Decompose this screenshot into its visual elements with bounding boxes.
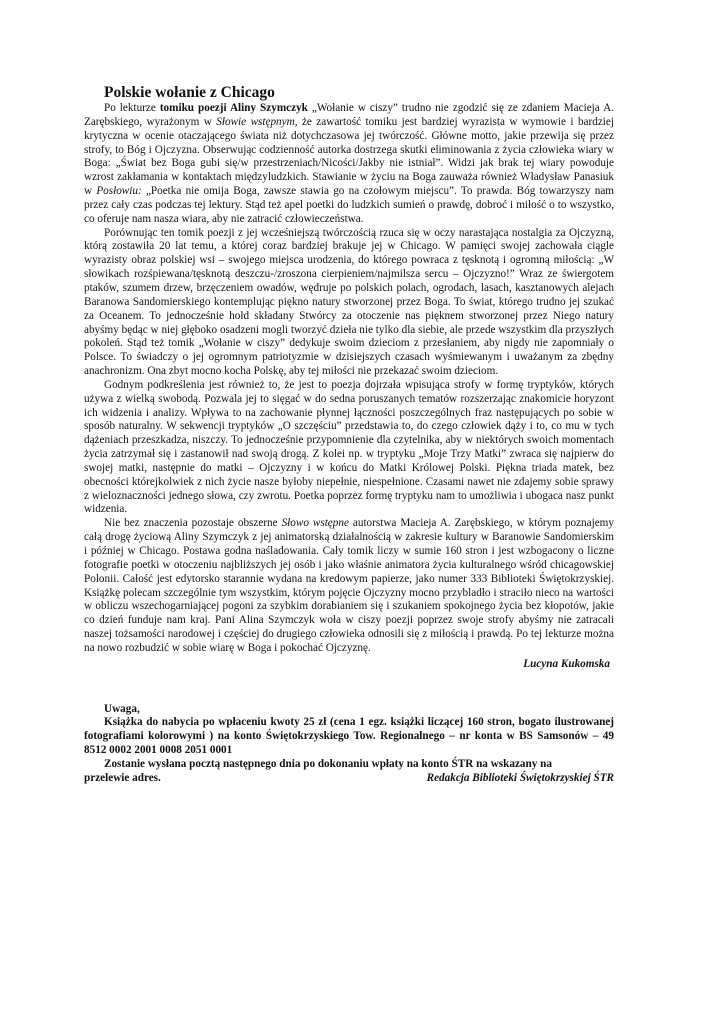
italic-span: Słowie wstępnym, xyxy=(216,115,298,128)
notice-line-3: przelewie adres. xyxy=(84,771,161,784)
text-span: Nie bez znaczenia pozostaje obszerne xyxy=(104,517,282,530)
text-span: że zawartość tomiku jest bardziej wyrazista w wymowie i bardziej krytyczna w ocenie otaczającego świata niż dotychczasowa jej twórczość. Główne motto, jakie przewija się przez strofy, to Bóg i Ojczyzna. Obserwując codzienność autorka dostrzega skutki eliminowania z życia człowieka wiary w Boga: „Świat bez Boga gubi się/w przestrzeniach/Nicości/Jakby nie istniał”. Widzi jak brak tej wiary powoduje wzrost zakłamania w kontaktach międzyludzkich. Stawianie w życiu na Boga zauważa również Władysław Panasiuk w xyxy=(84,115,614,198)
notice-block xyxy=(84,703,614,786)
notice-line-1: Książka do nabycia po wpłaceniu kwoty 25 zł (cena 1 egz. książki liczącej 160 stron, bogato ilustrowanej fotografiami kolorowymi ) na konto Świętokrzyskiego Tow. Regionalnego – nr konta w BS Samsonów – 49 8512 0002 2001 0008 2051 0001 xyxy=(84,716,614,757)
paragraph-1 xyxy=(84,102,614,227)
text-span: autorstwa Macieja A. Zarębskiego, w którym poznajemy całą drogę życiową Aliny Szymczyk z jej animatorską działalnością w zakresie kultury w Baranowie Sandomierskim i później w Chicago. Postawa godna naśladowania. Cały tomik liczy w sumie 160 stron i jest wzbogacony o liczne fotografie poetki w otoczeniu najbliższych jej osób i jako właśnie animatora życia kulturalnego wśród chicagowskiej Polonii. Całość jest edytorsko starannie wydana na kredowym papierze, jako numer 333 Biblioteki Świętokrzyskiej. Książkę polecam szczególnie tym wszystkim, którym pojęcie Ojczyzny mocno przybladło i straciło nieco na wartości w obliczu wszechogarniającej pogoni za szybkim dorabianiem się i szukaniem spokojnego życia bez kłopotów, jakie co dzień funduje nam kraj. Pani Alina Szymczyk woła w ciszy poezji poprzez swoje strofy abyśmy nie zatracali naszej tożsamości narodowej i częściej do drugiego człowieka odnosili się z miłością i prawdą. Po tej lekturze można na nowo rozbudzić w sobie wiarę w Boga i pokochać Ojczyznę. xyxy=(84,517,614,654)
paragraph-2: Porównując ten tomik poezji z jej wcześniejszą twórczością rzuca się w oczy narastająca nostalgia za Ojczyzną, którą zostawiła 20 lat temu, a której coraz bardziej brakuje jej w Chicago. W pamięci swojej zachowała ciągle wyrazisty obraz polskiej wsi – swojego miejsca urodzenia, do którego powraca z tęsknotą i ogromną miłością: „W słowikach rozśpiewana/tęsknotą deszczu-/zroszona cierpieniem/najmilsza sercu – Ojczyzno!” Wraz ze świergotem ptaków, szumem drzew, brzęczeniem owadów, wędruje po polskich polach, ogrodach, lasach, kasztanowych alejach Baranowa Sandomierskiego kontemplując piękno natury stworzonej przez Boga. To świat, którego trudno jej szukać za Oceanem. To jednocześnie hołd składany Stwórcy za otoczenie nas pięknem stworzonej przez Niego natury abyśmy będąc w niej głęboko osadzeni mogli tworzyć dzieła nie tylko dla siebie, ale przede wszystkim dla przyszłych pokoleń. Stąd też tomik „Wołanie w ciszy” dedykuje swoim dzieciom z przesłaniem, aby nigdy nie zapomniały o Polsce. To świadczy o jej ogromnym patriotyzmie w dzisiejszych czasach wyśmiewanym i uważanym za zbędny anachronizm. Ona zbyt mocno kocha Polskę, aby tej miłości nie przekazać swoim dzieciom. xyxy=(84,226,614,378)
editor-credit: Redakcja Biblioteki Świętokrzyskiej ŚTR xyxy=(426,771,614,784)
paragraph-3: Godnym podkreślenia jest również to, że jest to poezja dojrzała wpisująca strofy w formę tryptyków, których używa z wielką swobodą. Pozwala jej to sięgać w do sedna poruszanych tematów rozszerzając znakomicie horyzont ich widzenia i analizy. Wpływa to na zachowanie płynnej łączności poszczególnych fraz następujących po sobie w sposób naturalny. W sekwencji tryptyków „O szczęściu” przedstawia to, do czego człowiek dąży i to, co mu w tych dążeniach przeszkadza, niszczy. To jednocześnie przypomnienie dla czytelnika, aby w niektórych swoich momentach życia zatrzymał się i zastanowił nad swoją drogą. Z kolei np. w tryptyku „Moje Trzy Matki” zwraca się najpierw do swojej matki, następnie do matki – Ojczyzny i w końcu do Matki Królowej Polski. Piękna triada matek, bez obecności którejkolwiek z nich życie nasze byłoby niepełnie, niespełnione. Czasami nawet nie zdajemy sobie sprawy z wieloznaczności jednego słowa, czy zwrotu. Poetka poprzez formę tryptyku nam to umożliwia i ubogaca nasz punkt widzenia. xyxy=(84,378,614,516)
notice-line-2: Zostanie wysłana pocztą następnego dnia po dokonaniu wpłaty na konto ŚTR na wskazany na xyxy=(104,757,552,770)
bold-span: tomiku poezji Aliny Szymczyk xyxy=(159,102,308,114)
author-signature: Lucyna Kukomska xyxy=(523,657,610,670)
document xyxy=(84,84,614,786)
notice-heading: Uwaga, xyxy=(104,702,140,715)
text-span: „Wołanie w ciszy” trudno nie zgodzić się ze zdaniem Macieja A. Zarębskiego, wyrażonym w xyxy=(84,102,614,128)
text-span: Po lekturze xyxy=(104,102,160,114)
paragraph-4 xyxy=(84,517,614,655)
page-title: Polskie wołanie z Chicago xyxy=(104,84,275,101)
italic-span: Słowo wstępne xyxy=(281,517,349,530)
italic-span: Posłowiu: xyxy=(96,185,142,198)
notice-last-line xyxy=(84,772,614,786)
text-span: „Poetka nie omija Boga, zawsze stawia go na czołowym miejscu”. To prawda. Bóg towarzyszy nam przez cały czas podczas tej lektury. Stąd też apel poetki do ludzkich sumień o prawdę, dobroć i miłość o to wszystko, co oferuje nam nasza wiara, aby nie zatracić człowieczeństwa. xyxy=(84,185,614,225)
